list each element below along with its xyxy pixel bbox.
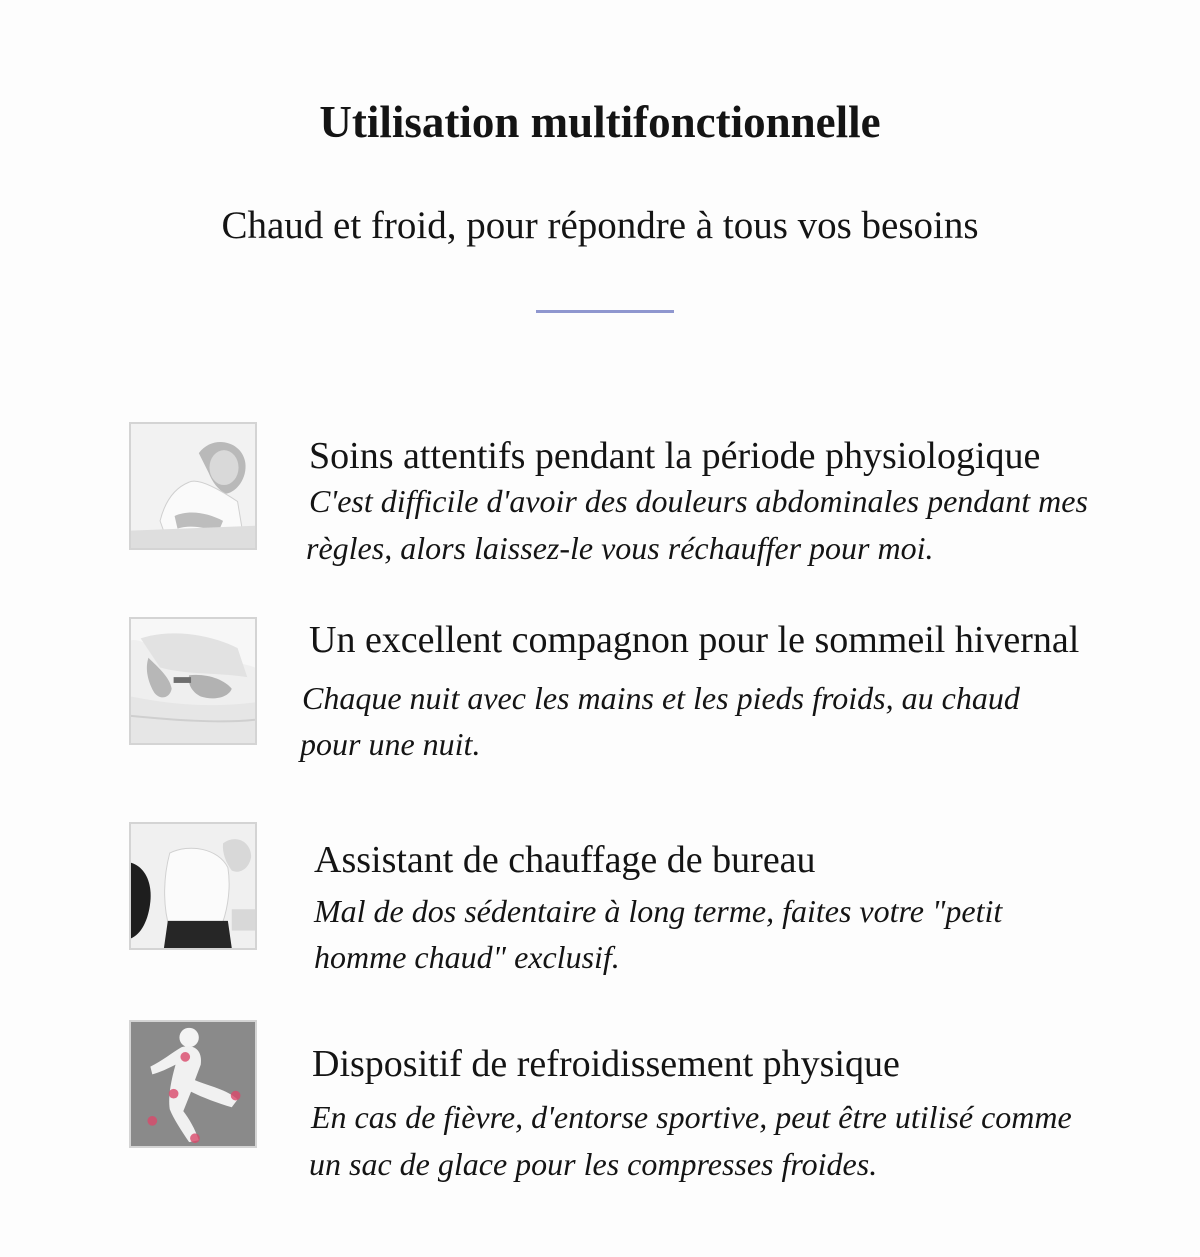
item-description-line: Chaque nuit avec les mains et les pieds froids, au chaud [302, 680, 1020, 716]
page-title: Utilisation multifonctionnelle [319, 97, 881, 147]
item-description-line: pour une nuit. [300, 726, 481, 762]
item-heading: Un excellent compagnon pour le sommeil hivernal [309, 619, 1080, 661]
woman-abdominal-pain-photo [129, 422, 257, 550]
item-heading: Soins attentifs pendant la période physiologique [309, 435, 1041, 477]
office-back-pain-photo [129, 822, 257, 950]
item-description-line: C'est difficile d'avoir des douleurs abdominales pendant mes [309, 483, 1088, 519]
cold-feet-in-bed-photo [129, 617, 257, 745]
item-description-line: En cas de fièvre, d'entorse sportive, peut être utilisé comme [311, 1099, 1072, 1135]
page-subtitle: Chaud et froid, pour répondre à tous vos besoins [221, 204, 979, 247]
title-divider [536, 310, 674, 313]
item-heading: Assistant de chauffage de bureau [314, 839, 816, 881]
item-description-line: règles, alors laissez-le vous réchauffer pour moi. [306, 530, 934, 566]
item-description-line: homme chaud" exclusif. [314, 939, 620, 975]
item-description-line: Mal de dos sédentaire à long terme, faites votre "petit [314, 893, 1003, 929]
item-heading: Dispositif de refroidissement physique [312, 1043, 900, 1085]
runner-joint-pain-photo [129, 1020, 257, 1148]
item-description-line: un sac de glace pour les compresses froides. [309, 1146, 878, 1182]
